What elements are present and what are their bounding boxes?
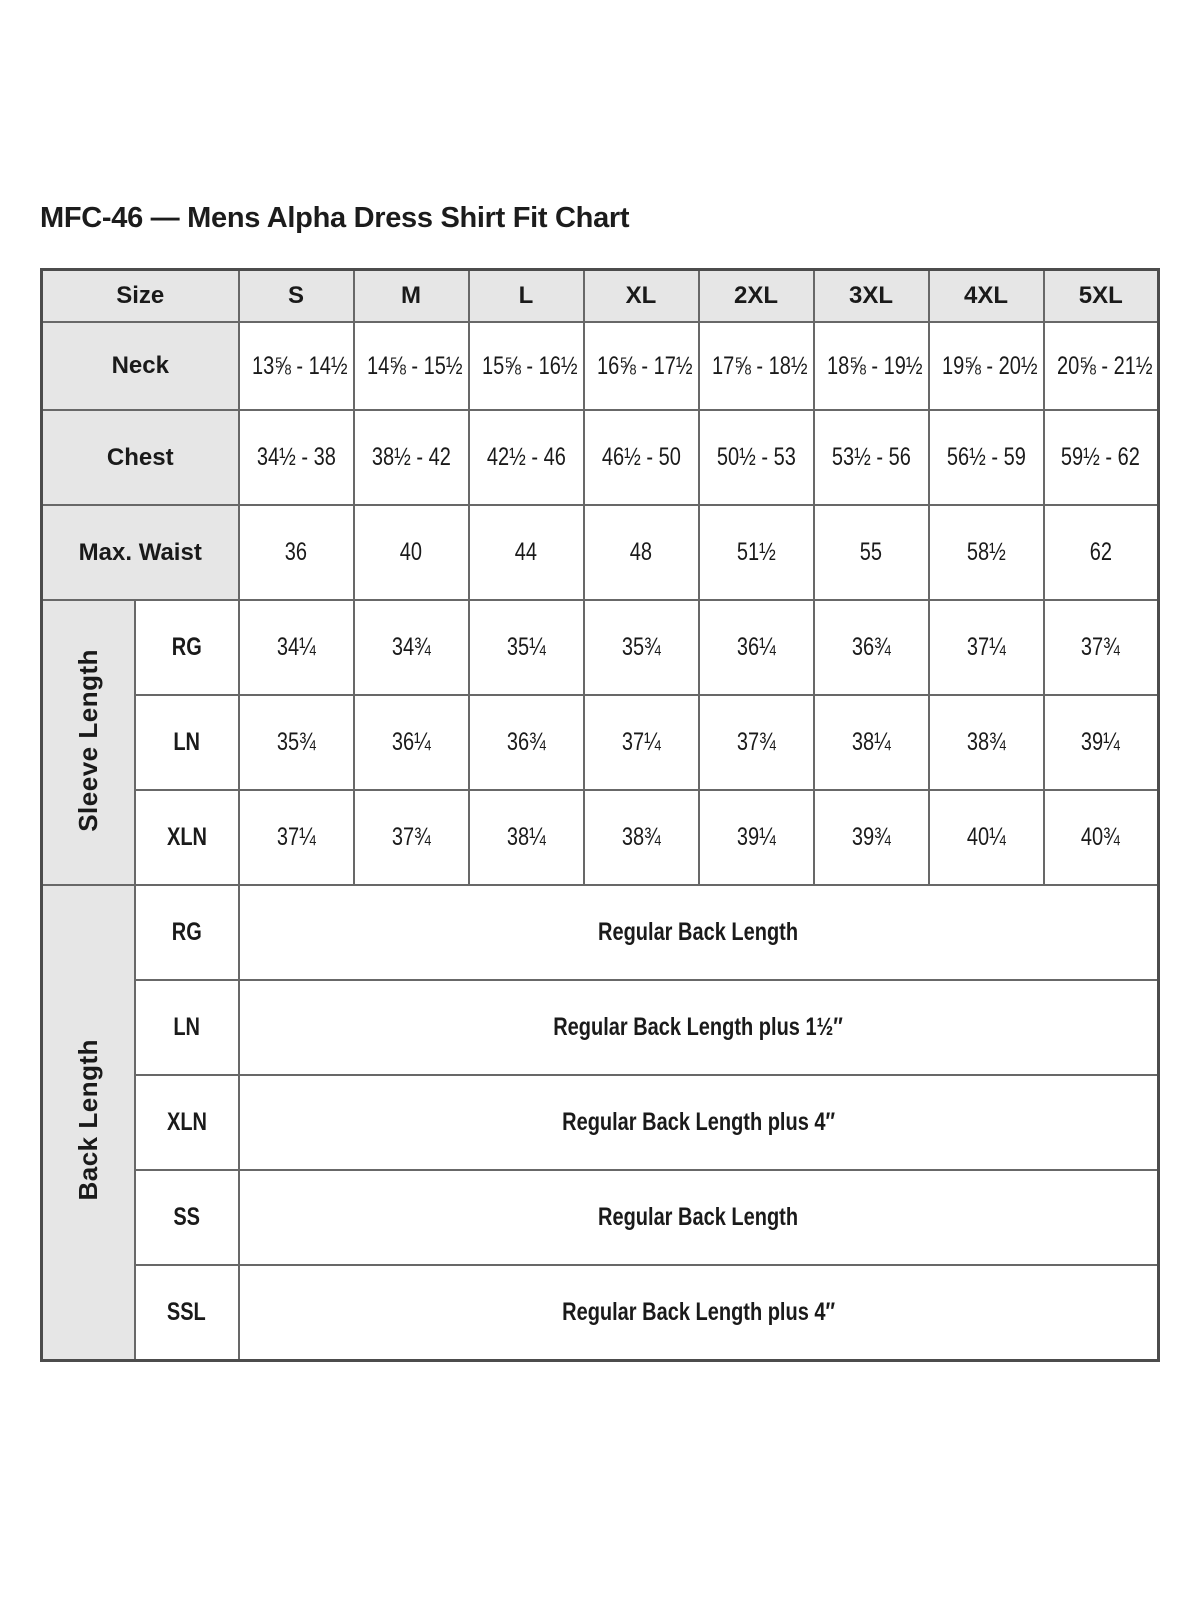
neck-value-text: 18⅝ - 19½ bbox=[826, 351, 923, 380]
neck-value-text: 16⅝ - 17½ bbox=[596, 351, 693, 380]
col-header-l: L bbox=[469, 270, 584, 323]
sleeve-rg-value-text: 36¾ bbox=[851, 633, 891, 661]
col-header-xl: XL bbox=[584, 270, 699, 323]
sleeve-rg-value-text: 34¼ bbox=[276, 633, 316, 661]
chest-value bbox=[469, 410, 584, 505]
waist-value bbox=[929, 505, 1044, 600]
sleeve-xln-value-text: 40¾ bbox=[1081, 823, 1121, 851]
back-length-group-label bbox=[42, 885, 135, 1360]
back-rg-text-cell bbox=[239, 885, 1159, 980]
neck-row bbox=[42, 322, 1159, 410]
chest-value bbox=[239, 410, 354, 505]
neck-value bbox=[699, 322, 814, 410]
sleeve-xln-value-text: 40¼ bbox=[966, 823, 1006, 851]
sleeve-xln-value bbox=[354, 790, 469, 885]
sleeve-xln-value bbox=[239, 790, 354, 885]
sleeve-rg-value-text: 36¼ bbox=[736, 633, 776, 661]
sleeve-length-group-label bbox=[42, 600, 135, 885]
sleeve-ln-value bbox=[239, 695, 354, 790]
neck-value bbox=[584, 322, 699, 410]
neck-value-text: 20⅝ - 21½ bbox=[1056, 351, 1153, 380]
col-header-5xl: 5XL bbox=[1044, 270, 1159, 323]
sleeve-xln-value-text: 39¾ bbox=[851, 823, 891, 851]
sleeve-xln-value-text: 37¾ bbox=[391, 823, 431, 851]
sleeve-rg-value-text: 35¼ bbox=[506, 633, 546, 661]
sleeve-xln-value bbox=[1044, 790, 1159, 885]
sleeve-ln-value bbox=[354, 695, 469, 790]
chest-value bbox=[814, 410, 929, 505]
waist-value-text: 55 bbox=[859, 538, 883, 566]
waist-value-text: 58½ bbox=[966, 538, 1006, 566]
col-header-3xl: 3XL bbox=[814, 270, 929, 323]
sleeve-rg-value bbox=[469, 600, 584, 695]
chest-value bbox=[929, 410, 1044, 505]
sleeve-ln-value-text: 38¼ bbox=[851, 728, 891, 756]
sleeve-ln-value-text: 36¼ bbox=[391, 728, 431, 756]
back-ssl-sublabel bbox=[135, 1265, 239, 1360]
waist-value-text: 48 bbox=[629, 538, 653, 566]
neck-label: Neck bbox=[42, 322, 239, 410]
neck-value-text: 13⅝ - 14½ bbox=[251, 351, 348, 380]
back-rg-sublabel bbox=[135, 885, 239, 980]
sleeve-ln-value bbox=[1044, 695, 1159, 790]
waist-value-text: 40 bbox=[399, 538, 423, 566]
sleeve-ln-value bbox=[929, 695, 1044, 790]
back-ss-sublabel bbox=[135, 1170, 239, 1265]
back-ss-row bbox=[42, 1170, 1159, 1265]
sleeve-xln-value-text: 38¼ bbox=[506, 823, 546, 851]
fit-chart-table bbox=[40, 268, 1160, 1362]
sleeve-xln-value bbox=[929, 790, 1044, 885]
sleeve-rg-value-text: 35¾ bbox=[621, 633, 661, 661]
size-header-cell: Size bbox=[42, 270, 239, 323]
back-ln-text-cell bbox=[239, 980, 1159, 1075]
sleeve-ln-value bbox=[699, 695, 814, 790]
waist-value bbox=[469, 505, 584, 600]
waist-value bbox=[584, 505, 699, 600]
back-rg-row bbox=[42, 885, 1159, 980]
chest-value-text: 53½ - 56 bbox=[831, 443, 911, 471]
waist-value bbox=[239, 505, 354, 600]
sleeve-rg-value-text: 37¾ bbox=[1081, 633, 1121, 661]
neck-value-text: 17⅝ - 18½ bbox=[711, 351, 808, 380]
back-ss-sublabel-text: SS bbox=[173, 1203, 200, 1231]
chest-value bbox=[1044, 410, 1159, 505]
sleeve-ln-value-text: 39¼ bbox=[1081, 728, 1121, 756]
chest-value-text: 59½ - 62 bbox=[1061, 443, 1141, 471]
neck-value bbox=[354, 322, 469, 410]
waist-value bbox=[814, 505, 929, 600]
back-ssl-row bbox=[42, 1265, 1159, 1360]
waist-value-text: 44 bbox=[514, 538, 538, 566]
back-xln-text: Regular Back Length plus 4″ bbox=[561, 1108, 835, 1136]
sleeve-rg-sublabel-text: RG bbox=[171, 633, 202, 661]
sleeve-xln-row bbox=[42, 790, 1159, 885]
neck-value bbox=[929, 322, 1044, 410]
sleeve-rg-value bbox=[814, 600, 929, 695]
sleeve-xln-sublabel-text: XLN bbox=[166, 823, 207, 851]
back-length-group-label-text: Back Length bbox=[72, 1038, 103, 1201]
chest-value-text: 38½ - 42 bbox=[371, 443, 451, 471]
waist-label: Max. Waist bbox=[42, 505, 239, 600]
back-rg-text: Regular Back Length bbox=[598, 918, 799, 946]
sleeve-ln-value-text: 35¾ bbox=[276, 728, 316, 756]
page-title: MFC-46 — Mens Alpha Dress Shirt Fit Chart bbox=[40, 202, 630, 234]
waist-value bbox=[354, 505, 469, 600]
back-ss-text-cell bbox=[239, 1170, 1159, 1265]
col-header-m: M bbox=[354, 270, 469, 323]
waist-row bbox=[42, 505, 1159, 600]
sleeve-ln-sublabel bbox=[135, 695, 239, 790]
back-ln-sublabel bbox=[135, 980, 239, 1075]
sleeve-rg-value-text: 34¾ bbox=[391, 633, 431, 661]
sleeve-ln-sublabel-text: LN bbox=[173, 728, 200, 756]
sleeve-rg-value bbox=[354, 600, 469, 695]
sleeve-ln-value bbox=[469, 695, 584, 790]
sleeve-xln-sublabel bbox=[135, 790, 239, 885]
back-xln-row bbox=[42, 1075, 1159, 1170]
back-xln-text-cell bbox=[239, 1075, 1159, 1170]
sleeve-rg-value-text: 37¼ bbox=[966, 633, 1006, 661]
chest-label: Chest bbox=[42, 410, 239, 505]
neck-value bbox=[469, 322, 584, 410]
back-xln-sublabel bbox=[135, 1075, 239, 1170]
sleeve-ln-value-text: 36¾ bbox=[506, 728, 546, 756]
sleeve-rg-value bbox=[239, 600, 354, 695]
neck-value bbox=[814, 322, 929, 410]
sleeve-rg-value bbox=[699, 600, 814, 695]
sleeve-xln-value bbox=[814, 790, 929, 885]
waist-value bbox=[699, 505, 814, 600]
col-header-4xl: 4XL bbox=[929, 270, 1044, 323]
sleeve-xln-value-text: 37¼ bbox=[276, 823, 316, 851]
sleeve-rg-value bbox=[584, 600, 699, 695]
sleeve-rg-value bbox=[929, 600, 1044, 695]
col-header-s: S bbox=[239, 270, 354, 323]
header-row bbox=[42, 270, 1159, 323]
sleeve-ln-value bbox=[584, 695, 699, 790]
back-ln-row bbox=[42, 980, 1159, 1075]
sleeve-xln-value-text: 39¼ bbox=[736, 823, 776, 851]
sleeve-ln-value-text: 38¾ bbox=[966, 728, 1006, 756]
back-ssl-text-cell bbox=[239, 1265, 1159, 1360]
neck-value-text: 19⅝ - 20½ bbox=[941, 351, 1038, 380]
waist-value-text: 62 bbox=[1089, 538, 1112, 566]
back-ssl-sublabel-text: SSL bbox=[167, 1297, 206, 1326]
neck-value bbox=[1044, 322, 1159, 410]
sleeve-xln-value bbox=[699, 790, 814, 885]
sleeve-ln-row bbox=[42, 695, 1159, 790]
back-ln-text: Regular Back Length plus 1½″ bbox=[553, 1013, 844, 1041]
neck-value-text: 15⅝ - 16½ bbox=[481, 351, 578, 380]
chest-value-text: 50½ - 53 bbox=[716, 443, 796, 471]
back-ssl-text: Regular Back Length plus 4″ bbox=[561, 1297, 835, 1326]
sleeve-ln-value-text: 37¾ bbox=[736, 728, 776, 756]
neck-value bbox=[239, 322, 354, 410]
sleeve-length-group-label-text: Sleeve Length bbox=[72, 648, 103, 832]
back-ss-text: Regular Back Length bbox=[598, 1203, 799, 1231]
chest-value-text: 42½ - 46 bbox=[486, 443, 566, 471]
sleeve-rg-value bbox=[1044, 600, 1159, 695]
sleeve-rg-row bbox=[42, 600, 1159, 695]
chest-row bbox=[42, 410, 1159, 505]
back-ln-sublabel-text: LN bbox=[173, 1013, 200, 1041]
chest-value bbox=[699, 410, 814, 505]
chest-value-text: 56½ - 59 bbox=[946, 443, 1026, 471]
chest-value bbox=[354, 410, 469, 505]
sleeve-xln-value bbox=[469, 790, 584, 885]
back-rg-sublabel-text: RG bbox=[171, 918, 202, 946]
sleeve-xln-value-text: 38¾ bbox=[621, 823, 661, 851]
waist-value bbox=[1044, 505, 1159, 600]
chest-value-text: 34½ - 38 bbox=[256, 443, 336, 471]
neck-value-text: 14⅝ - 15½ bbox=[366, 351, 463, 380]
sleeve-ln-value-text: 37¼ bbox=[621, 728, 661, 756]
waist-value-text: 36 bbox=[284, 538, 308, 566]
chest-value bbox=[584, 410, 699, 505]
chest-value-text: 46½ - 50 bbox=[601, 443, 681, 471]
back-xln-sublabel-text: XLN bbox=[166, 1108, 207, 1136]
sleeve-ln-value bbox=[814, 695, 929, 790]
waist-value-text: 51½ bbox=[736, 538, 776, 566]
col-header-2xl: 2XL bbox=[699, 270, 814, 323]
sleeve-xln-value bbox=[584, 790, 699, 885]
sleeve-rg-sublabel bbox=[135, 600, 239, 695]
